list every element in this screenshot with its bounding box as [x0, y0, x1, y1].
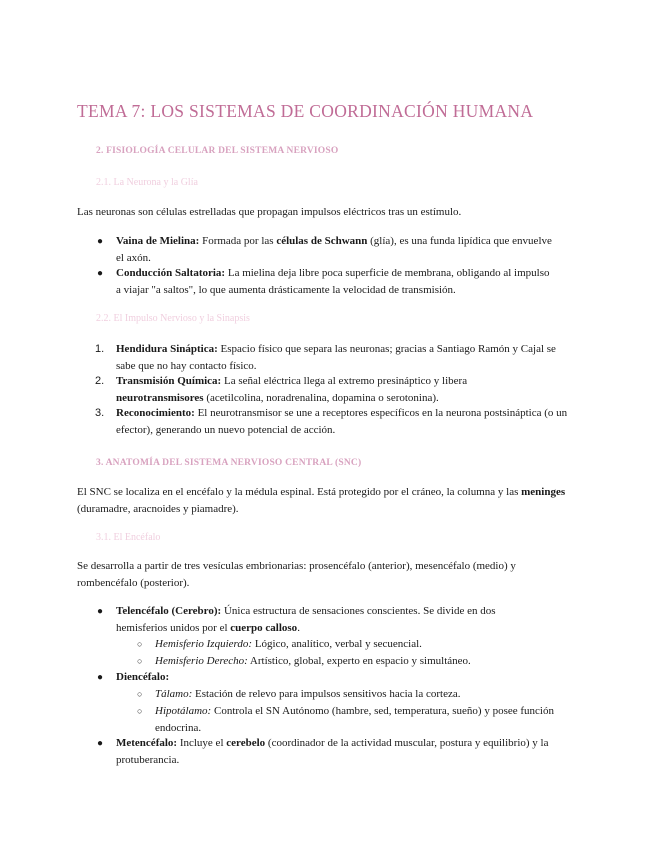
bullet-dot-icon: ●	[97, 738, 104, 749]
term-label: Reconocimiento:	[116, 407, 195, 419]
item-text: Única estructura de sensaciones conscientes. Se divide en dos hemisferios unidos por el	[116, 605, 496, 634]
item-text: La señal eléctrica llega al extremo presináptico y libera	[221, 375, 468, 387]
item-text: Artístico, global, experto en espacio y simultáneo.	[247, 655, 471, 667]
term-label: Diencéfalo:	[116, 671, 170, 683]
bullet-dot-icon: ●	[97, 236, 104, 247]
item-text: Estación de relevo para impulsos sensitivos hacia la corteza.	[192, 688, 461, 700]
sub-item-hipotalamo	[155, 703, 555, 737]
paragraph-text: El SNC se localiza en el encéfalo y la médula espinal. Está protegido por el cráneo, la columna y las	[77, 486, 522, 498]
sub-item-talamo	[155, 686, 575, 703]
bullet-dot-icon: ●	[97, 268, 104, 279]
bold-term: meninges	[521, 486, 566, 498]
section-heading-fisiologia: 2. FISIOLOGÍA CELULAR DEL SISTEMA NERVIOSO	[96, 146, 339, 156]
term-label: Transmisión Química:	[116, 375, 222, 387]
bold-term: cuerpo calloso	[230, 622, 298, 634]
item-text: Controla el SN Autónomo (hambre, sed, temperatura, sueño) y posee función endocrina.	[155, 705, 554, 734]
item-text: (glía), es una funda lipídica que envuelve el axón.	[116, 235, 552, 264]
bullet-dot-icon: ●	[97, 672, 104, 683]
section-heading-anatomia: 3. ANATOMÍA DEL SISTEMA NERVIOSO CENTRAL (SNC)	[96, 458, 362, 468]
circle-bullet-icon: ○	[137, 689, 143, 699]
paragraph-text: Las neuronas son células estrelladas que propagan impulsos eléctricos tras un estímulo.	[77, 206, 462, 218]
term-label: Metencéfalo:	[116, 737, 178, 749]
bold-term: células de Schwann	[276, 235, 368, 247]
subsection-heading-encefalo: 3.1. El Encéfalo	[96, 532, 161, 543]
document-title: TEMA 7: LOS SISTEMAS DE COORDINACIÓN HUMANA	[77, 101, 534, 121]
term-label: Hendidura Sináptica:	[116, 343, 218, 355]
paragraph-vesiculas	[77, 558, 557, 592]
circle-bullet-icon: ○	[137, 706, 143, 716]
term-label: Telencéfalo (Cerebro):	[116, 605, 222, 617]
list-item-hendidura	[116, 341, 578, 375]
list-item-diencefalo	[116, 669, 536, 686]
item-text: Lógico, analítico, verbal y secuencial.	[252, 638, 422, 650]
item-text: Incluye el	[177, 737, 227, 749]
paragraph-text: (duramadre, aracnoides y piamadre).	[77, 503, 239, 515]
list-number: 3.	[95, 407, 105, 419]
bold-term: cerebelo	[226, 737, 266, 749]
bold-term: neurotransmisores	[116, 392, 204, 404]
item-text: La mielina deja libre poca superficie de membrana, obligando al impulso a viajar "a saltos", lo que aumenta drásticamente la velocidad de transmisión.	[116, 267, 550, 296]
list-item-telencefalo	[116, 603, 536, 637]
term-label: Conducción Saltatoria:	[116, 267, 226, 279]
item-text: El neurotransmisor se une a receptores específicos en la neurona postsináptica (o un efector), generando un nuevo potencial de acción.	[116, 407, 568, 436]
list-item-metencefalo	[116, 735, 572, 769]
sub-item-hemisferio-izquierdo	[155, 636, 575, 653]
list-item-conduccion-saltatoria	[116, 265, 556, 299]
sub-label: Hemisferio Derecho:	[155, 655, 248, 667]
item-text: Espacio físico que separa las neuronas; gracias a Santiago Ramón y Cajal se sabe que no hay contacto físico.	[116, 343, 556, 372]
paragraph-snc	[77, 484, 567, 518]
sub-label: Hemisferio Izquierdo:	[155, 638, 253, 650]
circle-bullet-icon: ○	[137, 656, 143, 666]
paragraph-neuronas	[77, 204, 577, 221]
list-item-reconocimiento	[116, 405, 568, 439]
sub-item-hemisferio-derecho	[155, 653, 575, 670]
item-text: .	[297, 622, 300, 634]
item-text: (coordinador de la actividad muscular, postura y equilibrio) y la protuberancia.	[116, 737, 549, 766]
list-number: 1.	[95, 343, 105, 355]
list-number: 2.	[95, 375, 105, 387]
sub-label: Hipotálamo:	[155, 705, 212, 717]
item-text: Formada por las	[199, 235, 277, 247]
subsection-heading-impulso: 2.2. El Impulso Nervioso y la Sinapsis	[96, 313, 250, 324]
list-item-transmision	[116, 373, 516, 407]
circle-bullet-icon: ○	[137, 639, 143, 649]
item-text: (acetilcolina, noradrenalina, dopamina o serotonina).	[203, 392, 439, 404]
list-item-vaina-mielina	[116, 233, 556, 267]
sub-label: Tálamo:	[155, 688, 193, 700]
term-label: Vaina de Mielina:	[116, 235, 200, 247]
subsection-heading-neurona: 2.1. La Neurona y la Glía	[96, 177, 198, 188]
paragraph-text: Se desarrolla a partir de tres vesículas embrionarias: prosencéfalo (anterior), mesencéfalo (medio) y rombencéfalo (posterior).	[77, 560, 516, 589]
bullet-dot-icon: ●	[97, 606, 104, 617]
